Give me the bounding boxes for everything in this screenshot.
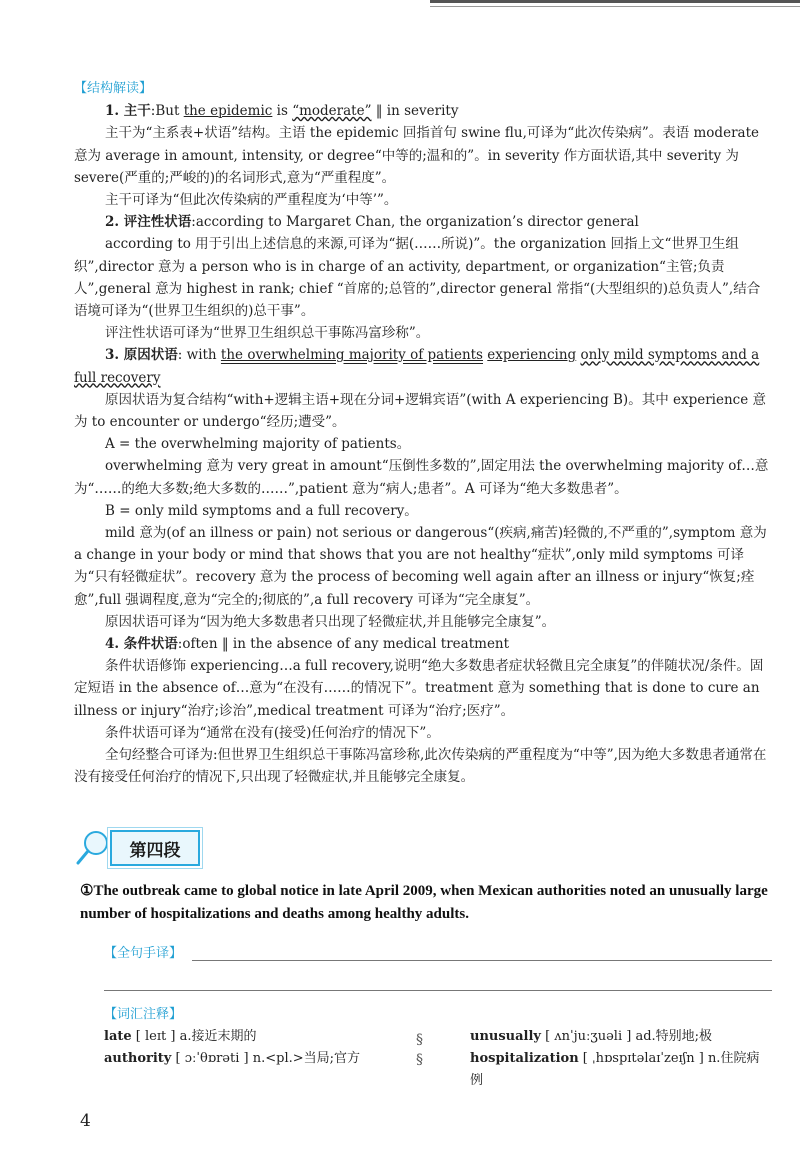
paragraph: mild 意为(of an illness or pain) not serious or dangerous“(疾病,痛苦)轻微的,不严重的”,symptom 意为 a change in your body or mind that shows that you are not healthy“症状”,only mild symptoms 可译为“只有轻微症状”。recovery 意为 the process of becoming well again after an illness or injury“恢复;痊愈”,full 强调程度,意为“完全的;彻底的”,a full recovery 可译为“完全康复”。 (74, 525, 767, 608)
item-1-heading: 1. 主干:But the epidemic is “moderate” ‖ in severity (105, 103, 459, 120)
item-2-label: 2. 评注性状语 (105, 214, 192, 231)
paragraph-badge-label: 第四段 (110, 830, 200, 866)
item-4-heading: 4. 条件状语:often ‖ in the absence of any medical treatment (105, 636, 510, 653)
paragraph-badge (74, 828, 214, 868)
paragraph: A = the overwhelming majority of patients。 (105, 436, 411, 453)
paragraph: 条件状语可译为“通常在没有(接受)任何治疗的情况下”。 (105, 724, 440, 741)
vocab-label: 【词汇注释】 (104, 1007, 183, 1022)
translation-row (104, 942, 772, 964)
paragraph: 主干为“主系表+状语”结构。主语 the epidemic 回指首句 swine flu,可译为“此次传染病”。表语 moderate 意为 average in amount, intensity, or degree“中等的;温和的”。in severity 作方面状语,其中 severity 为 severe(严重的;严峻的)的名词形式,意为“严重程度”。 (74, 125, 759, 186)
section-heading-structure: 【结构解读】 (74, 81, 153, 96)
paragraph: 原因状语可译为“因为绝大多数患者只出现了轻微症状,并且能够完全康复”。 (105, 613, 556, 630)
paragraph: according to 用于引出上述信息的来源,可译为“据(……所说)”。the organization 回指上文“世界卫生组织”,director 意为 a person who is in charge of an activity, department, or organization“主管;负责人”,general 意为 highest in rank; chief “首席的;总管的”,director general 常指“(大型组织的)总负责人”,结合语境可译为“(世界卫生组织的)总干事”。 (74, 236, 761, 320)
paragraph-summary: 全句经整合可译为:但世界卫生组织总干事陈冯富珍称,此次传染病的严重程度为“中等”,因为绝大多数患者通常在没有接受任何治疗的情况下,只出现了轻微症状,并且能够完全康复。 (74, 747, 767, 786)
item-3-subject: the overwhelming majority of patients (220, 347, 483, 364)
paragraph: overwhelming 意为 very great in amount“压倒性多数的”,固定用法 the overwhelming majority of…意为“……的绝大多数;绝大多数的……”,patient 意为“病人;患者”。A 可译为“绝大多数患者”。 (74, 458, 769, 497)
item-1-label: 1. 主干 (105, 103, 151, 120)
column-divider-icon: § § (416, 1032, 423, 1068)
vocab-entry: unusually [ ʌnˈjuːʒuəli ] ad.特别地;极 (470, 1029, 713, 1044)
item-4-label: 4. 条件状语 (105, 636, 178, 653)
vocab-section (104, 1004, 772, 1088)
paragraph: 主干可译为“但此次传染病的严重程度为‘中等’”。 (105, 192, 398, 209)
item-1-predicate: “moderate” (292, 103, 372, 120)
vocab-column-right (470, 1026, 772, 1092)
paragraph: B = only mild symptoms and a full recovery。 (105, 502, 418, 519)
vocab-entry: late [ leɪt ] a.接近末期的 (104, 1029, 257, 1044)
translate-label: 【全句手译】 (104, 946, 183, 961)
vocab-column-left (104, 1026, 360, 1070)
vocab-entry: authority [ ɔːˈθɒrəti ] n.<pl.>当局;官方 (104, 1051, 361, 1066)
item-3-heading: 3. 原因状语: with the overwhelming majority of patients experiencing only mild symptoms and a full recovery (74, 347, 760, 386)
top-rule-thin (430, 6, 800, 7)
page-number: 4 (80, 1111, 91, 1131)
analysis-body (74, 78, 772, 789)
paragraph: 原因状语为复合结构“with+逻辑主语+现在分词+逻辑宾语”(with A experiencing B)。其中 experience 意为 to encounter or undergo“经历;遭受”。 (74, 391, 767, 431)
item-3-verb: experiencing (487, 347, 577, 364)
vocab-entry: hospitalization [ ˌhɒspɪtəlaɪˈzeɪʃn ] n.住院病例 (470, 1051, 760, 1088)
blank-line (104, 990, 772, 991)
source-sentence: ①The outbreak came to global notice in late April 2009, when Mexican authorities noted an unusually large number of hospitalizations and deaths among healthy adults. (80, 883, 768, 922)
item-2-heading: 2. 评注性状语:according to Margaret Chan, the organization’s director general (105, 214, 639, 231)
top-rule (430, 0, 800, 3)
item-3-label: 3. 原因状语 (105, 347, 178, 364)
item-3-object: only mild symptoms and a full recovery (74, 347, 760, 386)
paragraph: 评注性状语可译为“世界卫生组织总干事陈冯富珍称”。 (105, 325, 430, 342)
paragraph: 条件状语修饰 experiencing…a full recovery,说明“绝大多数患者症状轻微且完全康复”的伴随状况/条件。固定短语 in the absence of…意为“在没有……的情况下”。treatment 意为 something that is done to cure an illness or injury“治疗;诊治”,medical treatment 可译为“治疗;医疗”。 (74, 658, 764, 719)
blank-line (192, 960, 772, 961)
item-1-subject: the epidemic (183, 103, 273, 120)
